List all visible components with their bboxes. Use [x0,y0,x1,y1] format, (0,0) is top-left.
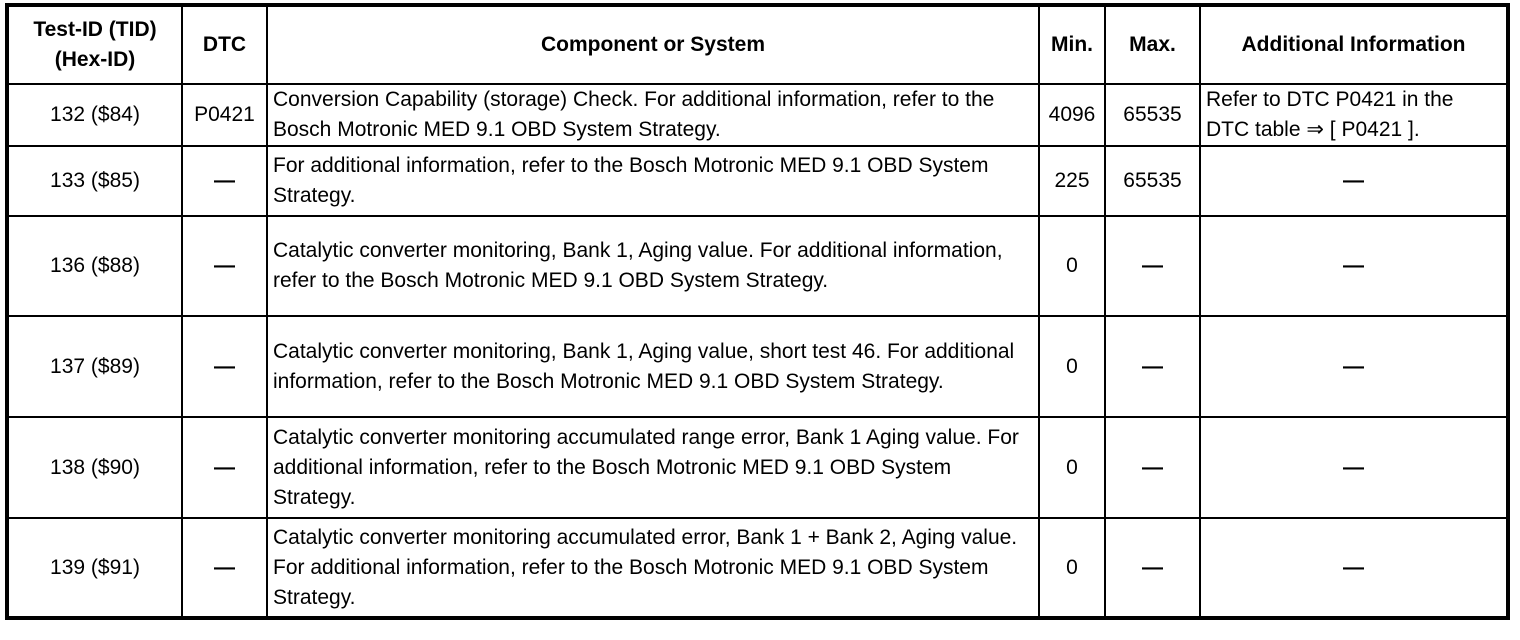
header-component: Component or System [267,5,1039,84]
cell-component: For additional information, refer to the Bosch Motronic MED 9.1 OBD System Strategy. [267,146,1039,216]
cell-max: 65535 [1105,146,1200,216]
table-row [7,316,1508,417]
header-tid [7,5,182,84]
cell-info: Refer to DTC P0421 in the DTC table ⇒ [ P0421 ]. [1200,84,1508,146]
header-info: Additional Information [1200,5,1508,84]
cell-dtc: — [182,417,267,518]
header-tid-line1: Test-ID (TID) [33,18,157,41]
cell-info: — [1200,316,1508,417]
cell-tid: 139 ($91) [7,518,182,618]
cell-component: Catalytic converter monitoring accumulated error, Bank 1 + Bank 2, Aging value. For additional information, refer to the Bosch Motronic MED 9.1 OBD System Strategy. [267,518,1039,618]
cell-max: — [1105,417,1200,518]
table-row [7,216,1508,316]
cell-tid: 133 ($85) [7,146,182,216]
header-row [7,5,1508,84]
header-tid-line2: (Hex-ID) [54,48,136,71]
cell-component: Conversion Capability (storage) Check. For additional information, refer to the Bosch Motronic MED 9.1 OBD System Strategy. [267,84,1039,146]
table-row [7,518,1508,618]
cell-dtc: — [182,316,267,417]
cell-dtc: P0421 [182,84,267,146]
cell-info: — [1200,146,1508,216]
cell-min: 0 [1039,216,1105,316]
cell-max: — [1105,316,1200,417]
cell-dtc: — [182,146,267,216]
cell-tid: 137 ($89) [7,316,182,417]
cell-component: Catalytic converter monitoring accumulated range error, Bank 1 Aging value. For additional information, refer to the Bosch Motronic MED 9.1 OBD System Strategy. [267,417,1039,518]
header-dtc: DTC [182,5,267,84]
header-max: Max. [1105,5,1200,84]
cell-info: — [1200,417,1508,518]
test-id-table [5,3,1510,620]
table-row [7,146,1508,216]
cell-max: — [1105,518,1200,618]
cell-min: 0 [1039,417,1105,518]
cell-min: 225 [1039,146,1105,216]
table-row [7,417,1508,518]
cell-component: Catalytic converter monitoring, Bank 1, Aging value, short test 46. For additional information, refer to the Bosch Motronic MED 9.1 OBD System Strategy. [267,316,1039,417]
cell-min: 0 [1039,518,1105,618]
cell-info: — [1200,216,1508,316]
header-min: Min. [1039,5,1105,84]
cell-dtc: — [182,518,267,618]
cell-tid: 132 ($84) [7,84,182,146]
cell-min: 0 [1039,316,1105,417]
table-row [7,84,1508,146]
cell-dtc: — [182,216,267,316]
cell-tid: 136 ($88) [7,216,182,316]
cell-component: Catalytic converter monitoring, Bank 1, Aging value. For additional information, refer to the Bosch Motronic MED 9.1 OBD System Strategy. [267,216,1039,316]
cell-tid: 138 ($90) [7,417,182,518]
cell-max: 65535 [1105,84,1200,146]
cell-info: — [1200,518,1508,618]
cell-max: — [1105,216,1200,316]
cell-min: 4096 [1039,84,1105,146]
